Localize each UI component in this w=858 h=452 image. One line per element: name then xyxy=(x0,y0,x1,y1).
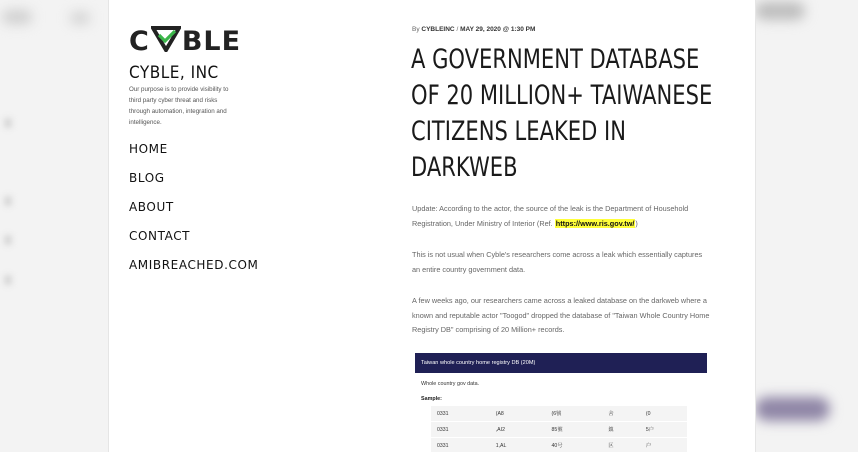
logo-y-icon xyxy=(151,26,181,52)
site-logo[interactable] xyxy=(129,26,241,57)
table-row xyxy=(431,422,687,438)
embed-subtitle: Whole country gov data. xyxy=(421,381,480,387)
site-tagline: Our purpose is to provide visibility to third party cyber threat and risks through automation, integration and intelligence. xyxy=(129,86,229,126)
logo-letter-c: C xyxy=(129,26,150,57)
embed-header: Taiwan whole country home registry DB (20M) xyxy=(415,353,707,373)
background-blur xyxy=(4,235,12,245)
table-cell: (6號 xyxy=(546,406,603,422)
page-container xyxy=(108,0,756,452)
table-cell: 鎮 xyxy=(602,422,640,438)
nav-blog[interactable]: BLOG xyxy=(129,171,165,185)
table-cell: 区 xyxy=(602,438,640,452)
table-cell: ,AI2 xyxy=(490,422,546,438)
update-text-end: ) xyxy=(635,218,638,228)
background-blur xyxy=(4,275,12,285)
leak-screenshot-image xyxy=(415,353,707,452)
table-cell: 0331 xyxy=(431,438,490,452)
ris-link[interactable]: https://www.ris.gov.tw/ xyxy=(555,218,635,228)
background-blur xyxy=(2,10,32,24)
intro-paragraph: This is not usual when Cyble's researchers come across a leak which essentially captures an entire country government data. xyxy=(412,250,703,274)
nav-home[interactable]: HOME xyxy=(129,142,168,156)
meta-by: By xyxy=(412,26,420,33)
nav-contact[interactable]: CONTACT xyxy=(129,229,191,243)
site-title[interactable]: CYBLE, INC xyxy=(129,63,219,83)
detail-paragraph: A few weeks ago, our researchers came across a leaked database on the darkweb where a known and reputable actor "Toogod" dropped the database of "Taiwan Whole Country Home Registry DB" comprising of 20 Million+ records. xyxy=(412,296,710,334)
table-row xyxy=(431,406,687,422)
post-title: A GOVERNMENT DATABASE OF 20 MILLION+ TAIWANESE CITIZENS LEAKED IN DARKWEB xyxy=(411,44,713,183)
table-cell: 1,AL xyxy=(490,438,546,452)
table-cell: (A8 xyxy=(490,406,546,422)
table-cell: 40号 xyxy=(546,438,603,452)
table-cell: 85號 xyxy=(546,422,603,438)
background-blur xyxy=(4,196,12,206)
main-nav xyxy=(129,142,258,287)
table-cell: 0331 xyxy=(431,406,490,422)
background-blur xyxy=(755,2,805,20)
table-cell: 舍 xyxy=(602,406,640,422)
table-cell: 5户 xyxy=(640,422,687,438)
embed-sample-label: Sample: xyxy=(421,396,442,402)
background-blur xyxy=(755,397,830,421)
nav-about[interactable]: ABOUT xyxy=(129,200,174,214)
post-meta xyxy=(412,26,535,33)
table-cell: (0 xyxy=(640,406,687,422)
background-blur xyxy=(4,118,12,128)
logo-letters-ble: BLE xyxy=(181,26,242,57)
post-author-link[interactable]: CYBLEINC xyxy=(421,26,455,33)
table-cell: 0331 xyxy=(431,422,490,438)
embed-sample-table xyxy=(431,406,687,452)
post-date-link[interactable]: MAY 29, 2020 @ 1:30 PM xyxy=(460,26,536,33)
update-text: Update: According to the actor, the source of the leak is the Department of Household Registration, Under Ministry of Interior (Ref. xyxy=(412,204,689,228)
background-blur xyxy=(70,12,90,24)
table-row xyxy=(431,438,687,452)
nav-amibreached[interactable]: AMIBREACHED.COM xyxy=(129,258,259,272)
meta-separator: / xyxy=(456,26,459,33)
table-cell: 户 xyxy=(640,438,687,452)
update-paragraph xyxy=(412,202,712,231)
